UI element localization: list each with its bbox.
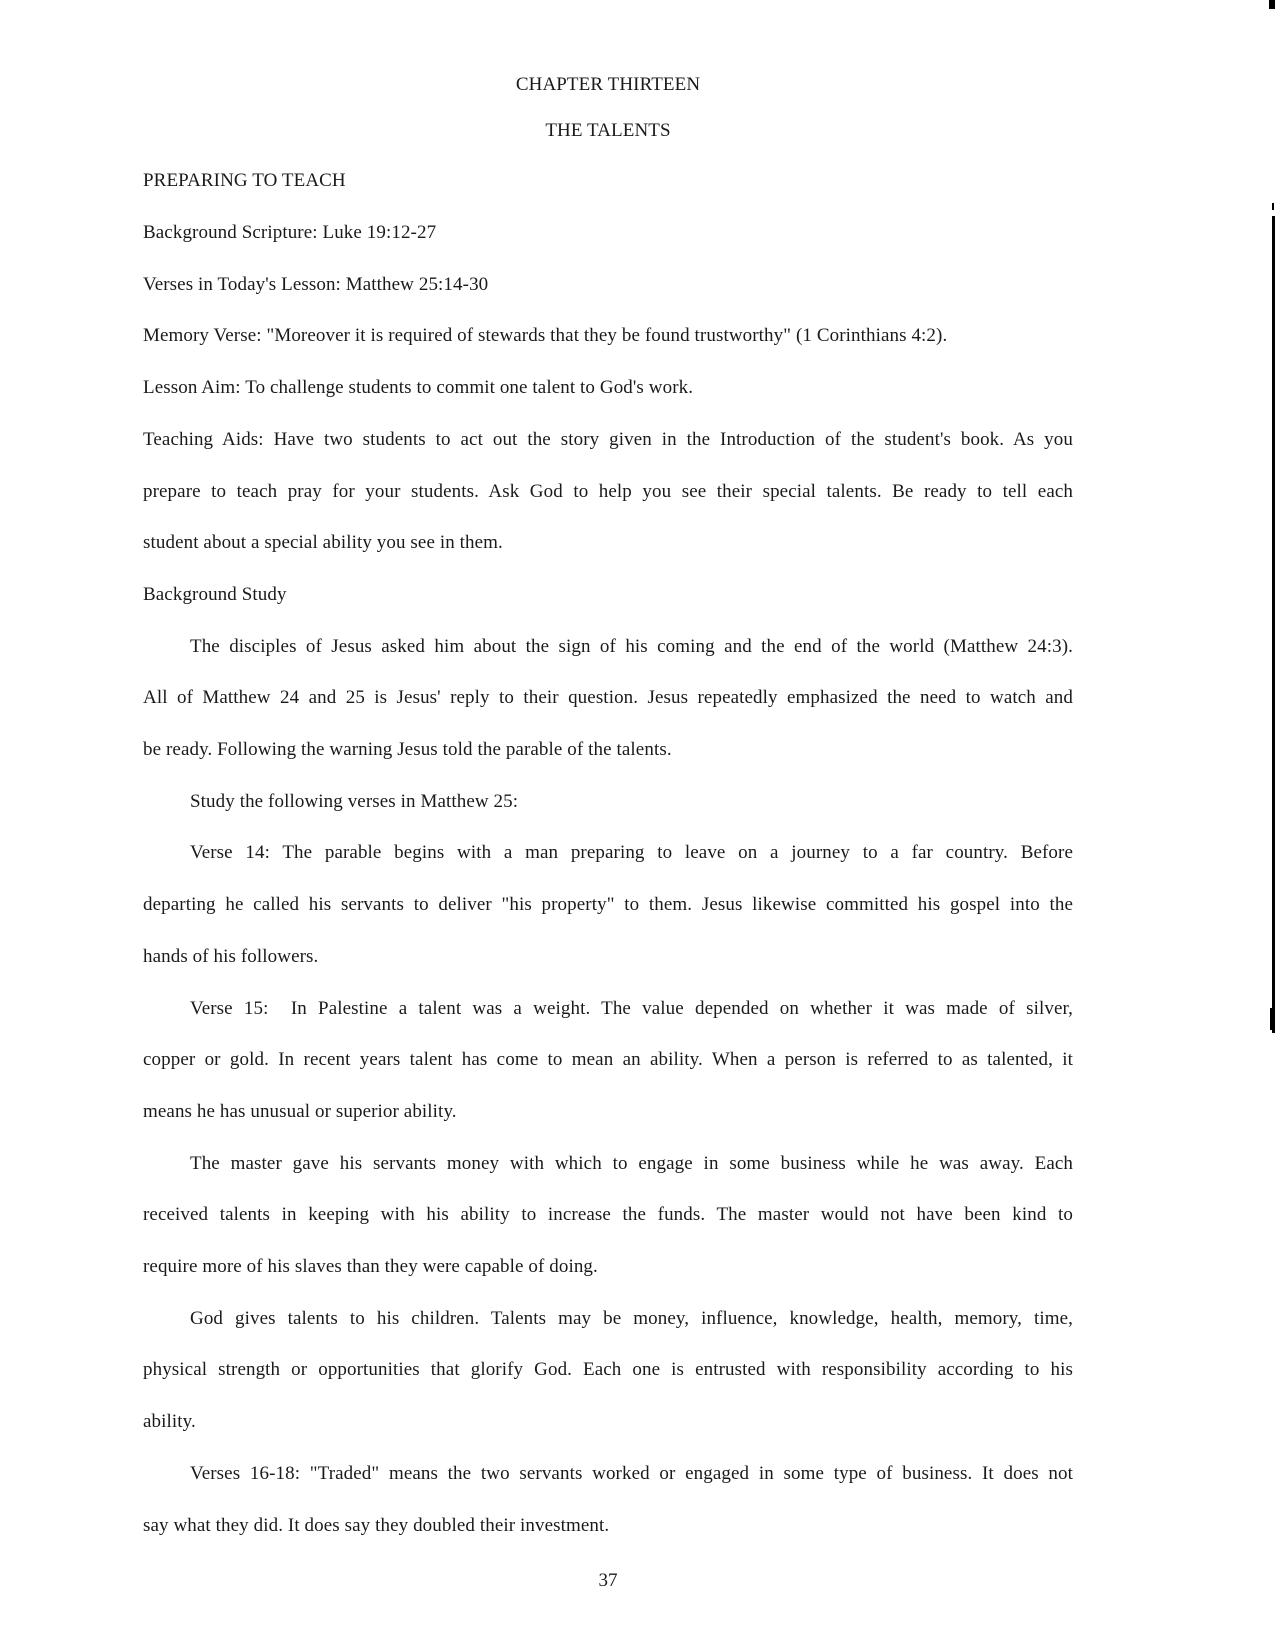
- body-line: The disciples of Jesus asked him about the sign of his coming and the end of the world (Matthew 24:3).: [190, 635, 1073, 657]
- body-line: means he has unusual or superior ability.: [143, 1100, 457, 1122]
- document-title: THE TALENTS: [545, 120, 671, 141]
- chapter-heading: CHAPTER THIRTEEN: [515, 74, 701, 95]
- body-line: All of Matthew 24 and 25 is Jesus' reply to their question. Jesus repeatedly emphasized the need to watch and: [143, 687, 1073, 709]
- body-line: Study the following verses in Matthew 25:: [190, 790, 519, 812]
- body-line: require more of his slaves than they were capable of doing.: [143, 1256, 598, 1277]
- body-line: Background Study: [143, 583, 287, 605]
- scan-artifact-edge-line-dash: [1272, 203, 1274, 210]
- body-line: The master gave his servants money with which to engage in some business while he was away. Each: [190, 1152, 1073, 1174]
- body-line: Lesson Aim: To challenge students to commit one talent to God's work.: [143, 377, 694, 399]
- scan-artifact-corner-mark: [1269, 0, 1275, 9]
- page-number: 37: [598, 1570, 618, 1591]
- body-line: Memory Verse: "Moreover it is required of stewards that they be found trustworthy" (1 Corinthians 4:2).: [143, 325, 948, 347]
- body-line: Verse 15: In Palestine a talent was a weight. The value depended on whether it was made of silver,: [190, 997, 1073, 1019]
- body-line: student about a special ability you see in them.: [143, 532, 503, 554]
- body-line: say what they did. It does say they doubled their investment.: [143, 1514, 610, 1536]
- body-line: hands of his followers.: [143, 945, 319, 967]
- body-line: Verses in Today's Lesson: Matthew 25:14-30: [143, 273, 489, 295]
- body-line: Teaching Aids: Have two students to act out the story given in the Introduction of the student's book. As you: [143, 428, 1073, 450]
- body-line: Verse 14: The parable begins with a man preparing to leave on a journey to a far country. Before: [190, 842, 1073, 864]
- body-line: physical strength or opportunities that glorify God. Each one is entrusted with responsibility according to his: [143, 1359, 1073, 1381]
- body-line: be ready. Following the warning Jesus told the parable of the talents.: [143, 739, 672, 760]
- scan-artifact-edge-line-blob: [1270, 1008, 1275, 1030]
- body-line: copper or gold. In recent years talent has come to mean an ability. When a person is referred to as talented, it: [143, 1049, 1073, 1071]
- body-line: Verses 16-18: "Traded" means the two servants worked or engaged in some type of business. It does not: [190, 1462, 1073, 1484]
- body-line: departing he called his servants to deliver "his property" to them. Jesus likewise committed his gospel into the: [143, 894, 1073, 916]
- body-line: God gives talents to his children. Talents may be money, influence, knowledge, health, memory, time,: [190, 1307, 1073, 1329]
- body-line: prepare to teach pray for your students. Ask God to help you see their special talents. Be ready to tell each: [143, 480, 1073, 502]
- section-heading: PREPARING TO TEACH: [143, 170, 346, 191]
- body-line: Background Scripture: Luke 19:12-27: [143, 222, 437, 243]
- body-line: received talents in keeping with his ability to increase the funds. The master would not have been kind to: [143, 1204, 1073, 1226]
- body-line: ability.: [143, 1411, 196, 1433]
